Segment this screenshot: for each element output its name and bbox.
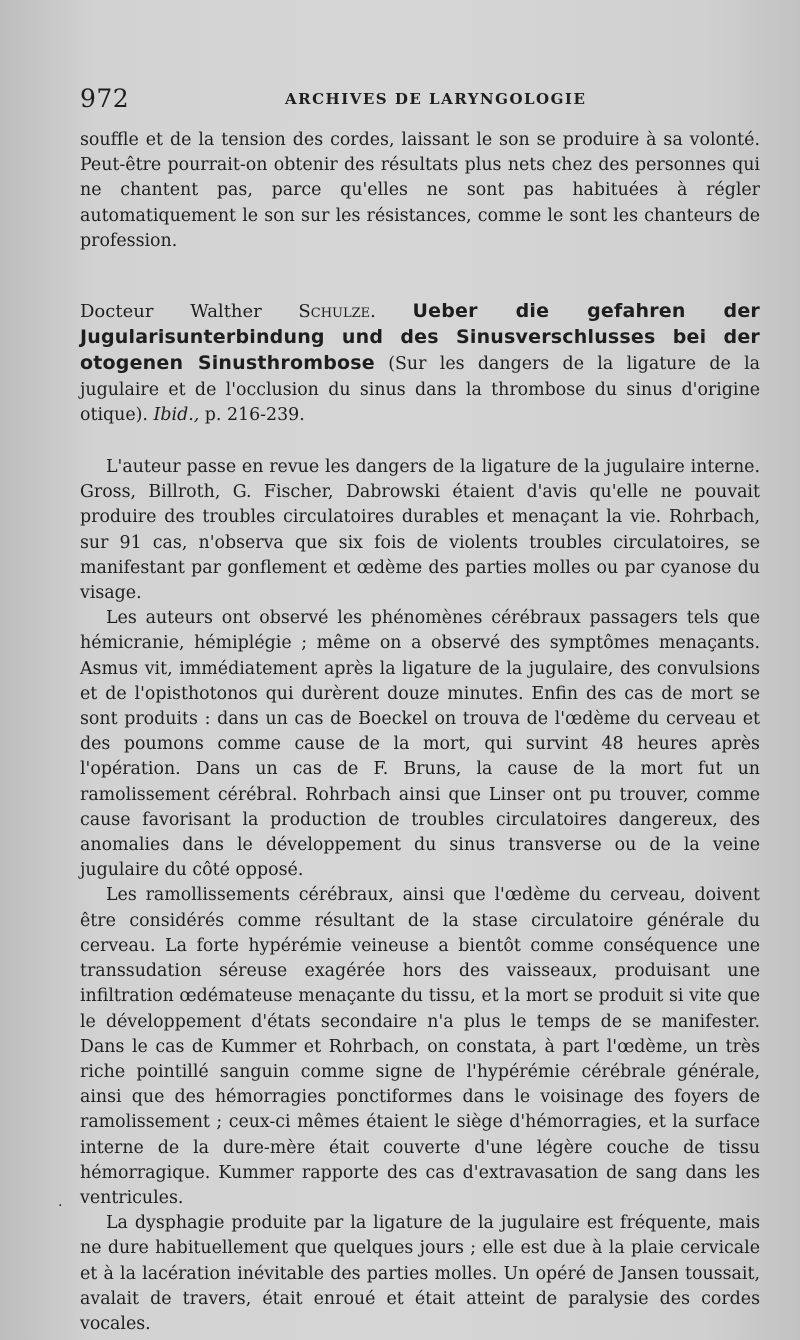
intro-paragraph: souffle et de la tension des cordes, laissant le son se produire à sa volonté. Peut-être pourrait-on obtenir des résultats plus nets chez des personnes qui ne chantent pas, parce qu'elles ne sont pas habituées à régler automatiquement le son sur les résistances, comme le sont les chanteurs de profession. xyxy=(80,130,760,251)
reference-author-prefix: Docteur Walther xyxy=(80,301,262,323)
margin-dot: · xyxy=(58,1198,63,1214)
reference-author-surname: Schulze. xyxy=(298,301,376,323)
reference-title-french: (Sur les dangers de la ligature de la jugulaire et de l'occlusion du sinus dans la thrombose du sinus d'origine otique). xyxy=(80,354,760,425)
paragraph-3: Les ramollissements cérébraux, ainsi que l'œdème du cerveau, doivent être considérés comme résultant de la stase circulatoire générale du cerveau. La forte hypérémie veineuse a bientôt comme conséquence une transsudation séreuse exagérée hors des vaisseaux, produisant une infiltration œdémateuse menaçante du tissu, et la mort se produit si vite que le développement d'états secondaire n'a plus le temps de se manifester. Dans le cas de Kummer et Rohrbach, on constata, à part l'œdème, un très riche pointillé sanguin comme signe de l'hypérémie cérébrale générale, ainsi que des hémorragies ponctiformes dans le voisinage des foyers de ramolissement ; ceux-ci mêmes étaient le siège d'hémorragies, et la surface interne de la dure-mère était couverte d'une légère couche de tissu hémorragique. Kummer rapporte des cas d'extravasation de sang dans les ventricules. xyxy=(80,885,760,1208)
reference-source: Ibid., xyxy=(153,404,200,425)
paragraph-1: L'auteur passe en revue les dangers de la ligature de la jugulaire interne. Gross, Billroth, G. Fischer, Dabrowski étaient d'avis qu'elle ne pouvait produire des troubles circulatoires durables et menaçant la vie. Rohrbach, sur 91 cas, n'observa que six fois de violents troubles circulatoires, se manifestant par gonflement et œdème des parties molles ou par cyanose du visage. xyxy=(80,457,760,604)
reference-entry xyxy=(80,299,760,428)
page-body xyxy=(80,128,760,1337)
running-head: ARCHIVES DE LARYNGOLOGIE xyxy=(285,90,587,108)
page-number: 972 xyxy=(80,84,130,113)
paragraph-2: Les auteurs ont observé les phénomènes cérébraux passagers tels que hémicranie, hémiplégie ; même on a observé des symptômes menaçants. Asmus vit, immédiatement après la ligature de la jugulaire, des convulsions et de l'opisthotonos qui durèrent douze minutes. Enfin des cas de mort se sont produits : dans un cas de Boeckel on trouva de l'œdème du cerveau et des poumons comme cause de la mort, qui survint 48 heures après l'opération. Dans un cas de F. Bruns, la cause de la mort fut un ramolissement cérébral. Rohrbach ainsi que Linser ont pu trouver, comme cause favorisant la production de troubles circulatoires dangereux, des anomalies dans le développement du sinus transverse ou de la veine jugulaire du côté opposé. xyxy=(80,608,760,881)
reference-pages: p. 216-239. xyxy=(204,404,305,425)
reference-title-german: Ueber die gefahren der Jugularisunterbindung und des Sinusverschlusses bei der otogenen Sinusthrombose xyxy=(80,300,760,375)
paragraph-4: La dysphagie produite par la ligature de la jugulaire est fréquente, mais ne dure habituellement que quelques jours ; elle est due à la plaie cervicale et à la lacération inévitable des parties molles. Un opéré de Jansen toussait, avalait de travers, était enroué et était atteint de paralysie des cordes vocales. xyxy=(80,1213,760,1334)
page-header xyxy=(80,84,770,114)
